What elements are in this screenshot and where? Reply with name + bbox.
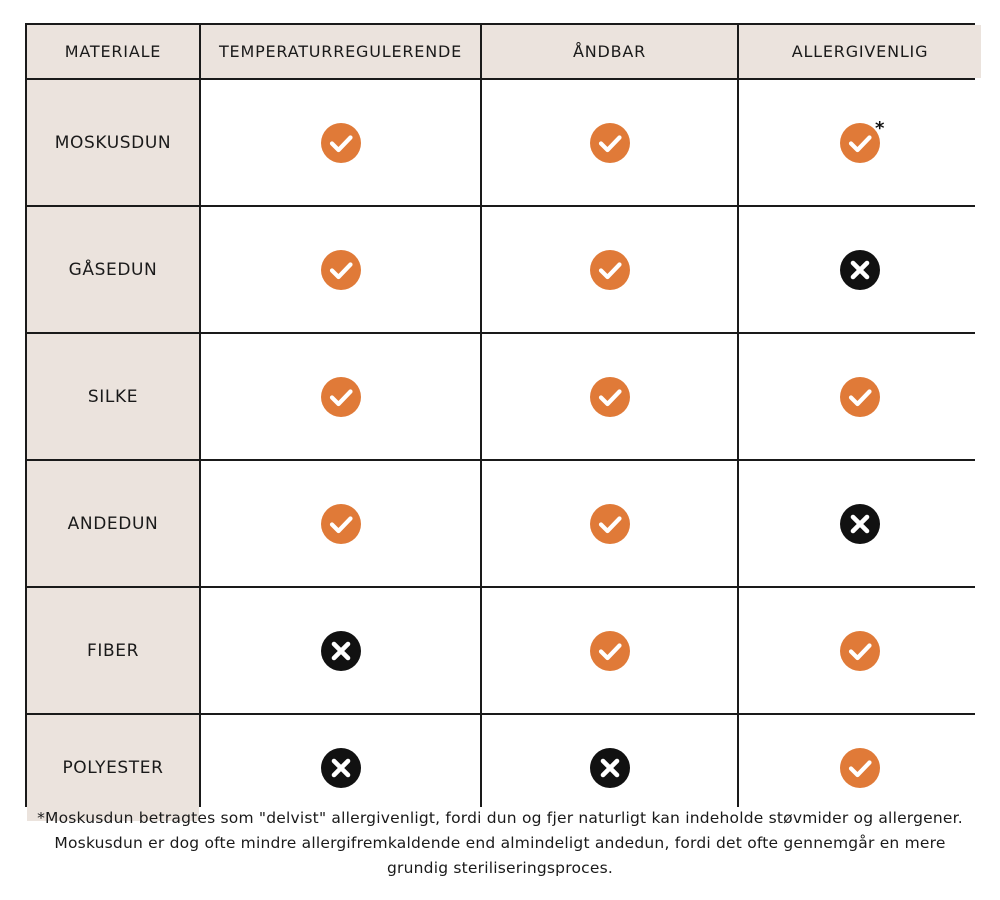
- orange-check-icon: [590, 377, 630, 417]
- orange-check-icon: [590, 631, 630, 671]
- table-cell: [201, 207, 480, 332]
- row-header-andedun: [27, 461, 199, 586]
- table-cell: [739, 207, 981, 332]
- header-cell-material: [27, 25, 199, 78]
- row-header-gasedun: [27, 207, 199, 332]
- orange-check-icon: [590, 250, 630, 290]
- material-label: GÅSEDUN: [68, 259, 158, 280]
- header-cell-allergy-friendly: [739, 25, 981, 78]
- table-cell: [201, 588, 480, 713]
- table-cell: [201, 461, 480, 586]
- header-label: ALLERGIVENLIG: [791, 42, 929, 61]
- orange-check-icon: [321, 377, 361, 417]
- orange-check-icon: [840, 748, 880, 788]
- row-header-fiber: [27, 588, 199, 713]
- header-label: TEMPERATURREGULERENDE: [218, 42, 462, 61]
- footnote-line: Moskusdun er dog ofte mindre allergifremkaldende end almindeligt andedun, fordi det ofte gennemgår en mere: [54, 834, 946, 852]
- orange-check-icon: [590, 504, 630, 544]
- table-cell: [739, 461, 981, 586]
- header-label: MATERIALE: [64, 42, 162, 61]
- black-x-icon: [840, 504, 880, 544]
- table-cell: [482, 80, 737, 205]
- footnote-line: grundig steriliseringsproces.: [387, 859, 613, 877]
- header-cell-temperature: [201, 25, 480, 78]
- orange-check-icon: [321, 504, 361, 544]
- orange-check-icon: [590, 123, 630, 163]
- table-cell: [482, 207, 737, 332]
- material-label: POLYESTER: [62, 758, 164, 778]
- header-cell-breathable: [482, 25, 737, 78]
- orange-check-icon: [840, 123, 880, 163]
- orange-check-icon: [840, 631, 880, 671]
- table-cell: [201, 80, 480, 205]
- material-label: FIBER: [86, 640, 139, 661]
- orange-check-icon: [840, 377, 880, 417]
- footnote-line: *Moskusdun betragtes som "delvist" allergivenligt, fordi dun og fjer naturligt kan indeholde støvmider og allergener.: [37, 809, 963, 827]
- table-cell: [482, 588, 737, 713]
- material-label: SILKE: [87, 386, 139, 407]
- comparison-table: [25, 23, 975, 807]
- header-label: ÅNDBAR: [572, 42, 647, 61]
- table-cell: [739, 334, 981, 459]
- material-label: ANDEDUN: [67, 513, 159, 534]
- table-cell: [482, 334, 737, 459]
- footnote: [25, 806, 975, 881]
- row-header-moskusdun: [27, 80, 199, 205]
- black-x-icon: [840, 250, 880, 290]
- black-x-icon: [590, 748, 630, 788]
- orange-check-icon: [321, 123, 361, 163]
- table-cell: [201, 334, 480, 459]
- row-header-silke: [27, 334, 199, 459]
- table-cell: [739, 80, 981, 205]
- black-x-icon: [321, 748, 361, 788]
- table-cell: [739, 588, 981, 713]
- material-label: MOSKUSDUN: [54, 132, 172, 153]
- orange-check-icon: [321, 250, 361, 290]
- black-x-icon: [321, 631, 361, 671]
- table-cell: [482, 461, 737, 586]
- footnote-asterisk: *: [875, 118, 885, 139]
